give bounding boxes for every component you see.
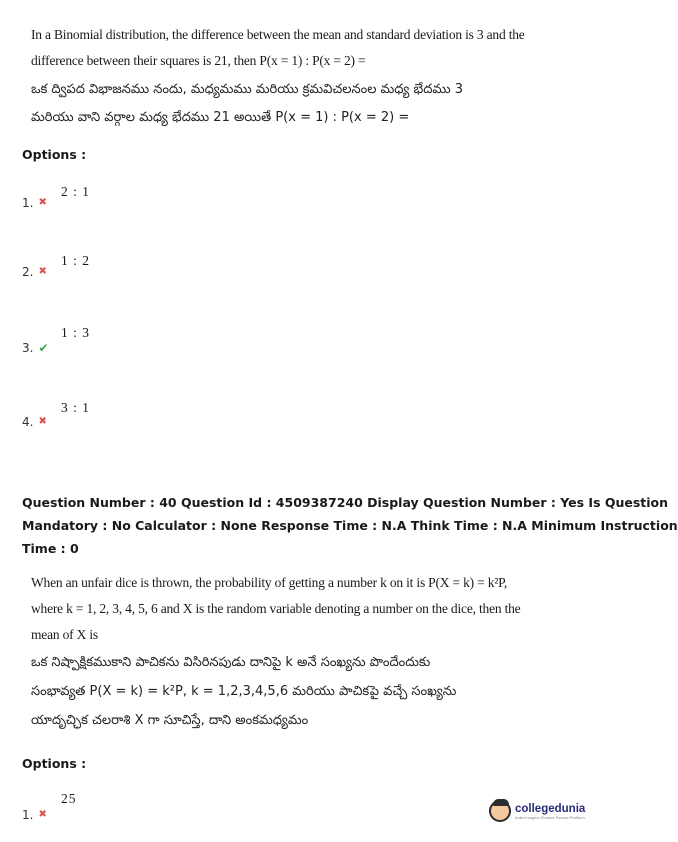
q40-options-label: Options : <box>22 756 87 771</box>
student-avatar-icon <box>489 800 511 822</box>
q39-option-1-value[interactable]: 2 : 1 <box>61 184 91 199</box>
option-number: 2. <box>22 265 34 279</box>
logo-tagline: India's largest Student Review Platform <box>515 814 585 820</box>
q39-te-line-1: ఒక ద్విపద విభాజనము నందు, మధ్యమము మరియు క్రమవిచలనంల మధ్య భేదము 3 <box>31 82 464 97</box>
q39-option-3 <box>22 341 49 355</box>
q39-en-line-1: In a Binomial distribution, the difference between the mean and standard deviation is 3 and the <box>31 27 525 42</box>
q40-en-line-2: where k = 1, 2, 3, 4, 5, 6 and X is the random variable denoting a number on the dice, then the <box>31 601 521 616</box>
q40-te-line-3: యాదృచ్ఛిక చలరాశి X గా సూచిస్తే, దాని అంకమధ్యమం <box>31 713 309 728</box>
q40-option-1 <box>22 808 47 822</box>
q40-te-line-1: ఒక నిష్పాక్షికముకాని పాచికను విసిరినపుడు దానిపై k అనే సంఖ్యను పొందేందుకు <box>31 655 431 670</box>
q39-en-line-2: difference between their squares is 21, then P(x = 1) : P(x = 2) = <box>31 53 366 68</box>
wrong-cross-icon: ✖ <box>38 197 47 208</box>
q39-option-3-value[interactable]: 1 : 3 <box>61 325 91 340</box>
q39-te-line-2: మరియు వాని వర్గాల మధ్య భేదము 21 అయితే P(x = 1) : P(x = 2) = <box>31 110 410 125</box>
q40-en-line-3: mean of X is <box>31 627 98 642</box>
q40-en-line-1: When an unfair dice is thrown, the probability of getting a number k on it is P(X = k) = k²P, <box>31 575 508 590</box>
option-number: 4. <box>22 415 34 429</box>
q40-meta-line-1: Question Number : 40 Question Id : 4509387240 Display Question Number : Yes Is Question <box>22 495 669 510</box>
wrong-cross-icon: ✖ <box>38 266 47 277</box>
correct-check-icon: ✔ <box>38 341 49 355</box>
q39-option-4-value[interactable]: 3 : 1 <box>61 400 91 415</box>
q40-option-1-value[interactable]: 25 <box>61 791 77 806</box>
wrong-cross-icon: ✖ <box>38 809 47 820</box>
q39-option-1 <box>22 196 47 210</box>
q39-options-label: Options : <box>22 147 87 162</box>
option-number: 3. <box>22 341 34 355</box>
wrong-cross-icon: ✖ <box>38 416 47 427</box>
q40-meta-line-3: Time : 0 <box>22 541 79 556</box>
logo-name: collegedunia <box>515 802 586 815</box>
q39-option-2-value[interactable]: 1 : 2 <box>61 253 91 268</box>
q40-meta-line-2: Mandatory : No Calculator : None Response Time : N.A Think Time : N.A Minimum Instruction <box>22 518 678 533</box>
q39-option-2 <box>22 265 47 279</box>
q39-option-4 <box>22 415 47 429</box>
option-number: 1. <box>22 808 34 822</box>
collegedunia-logo[interactable] <box>489 800 585 822</box>
q40-te-line-2: సంభావ్యత P(X = k) = k²P, k = 1,2,3,4,5,6 మరియు పాచికపై వచ్చే సంఖ్యను <box>31 684 457 699</box>
option-number: 1. <box>22 196 34 210</box>
